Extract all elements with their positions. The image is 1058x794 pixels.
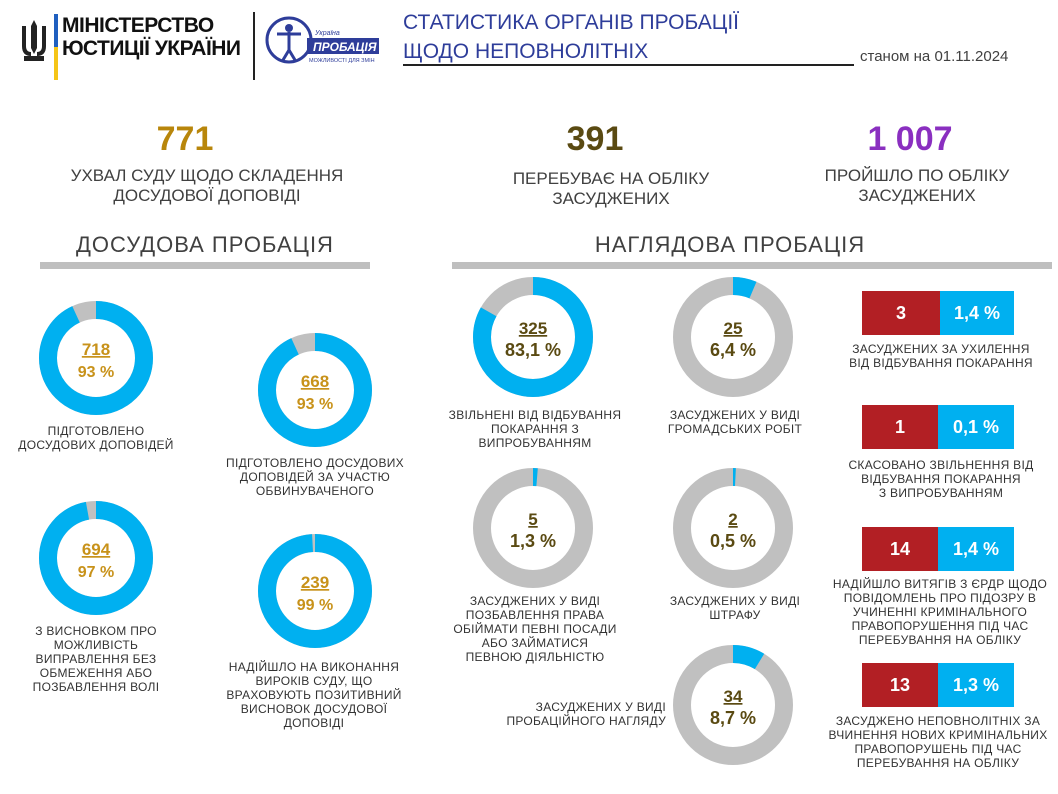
donut-9-share (682, 654, 784, 756)
donut-label-5-line3: ВИПРОБУВАННЯМ (478, 436, 592, 450)
stat-label-3-line3: УЧИНЕННІ КРИМІНАЛЬНОГО (852, 605, 1028, 619)
summary-label-2-line2: ЗАСУДЖЕНИХ (552, 189, 670, 208)
donut-label-5-line1: ЗВІЛЬНЕНІ ВІД ВІДБУВАННЯ (448, 408, 622, 422)
donut-6-remainder (682, 286, 784, 388)
summary-label-3 (752, 166, 1058, 206)
donut-label-4-line4: ВИСНОВОК ДОСУДОВОЇ (240, 702, 388, 716)
donut-5-remainder (482, 286, 584, 388)
stat-box-1-count: 3 (862, 291, 940, 335)
donut-8-count: 2 (728, 510, 738, 529)
donut-3-share (48, 510, 144, 606)
ministry-line2: ЮСТИЦІЇ УКРАЇНИ (62, 37, 241, 60)
stat-label-4 (818, 714, 1058, 770)
donut-1-count: 718 (81, 340, 111, 359)
stat-label-3-line5: ПЕРЕБУВАННЯ НА ОБЛІКУ (858, 633, 1022, 647)
stat-label-1-line1: ЗАСУДЖЕНИХ ЗА УХИЛЕННЯ (852, 342, 1030, 356)
donut-label-3-line1: З ВИСНОВКОМ ПРО (35, 624, 157, 638)
donut-label-3-line2: МОЖЛИВІСТЬ (53, 638, 139, 652)
summary-label-1 (42, 166, 372, 206)
donut-5-share (482, 286, 584, 388)
donut-label-5-line2: ПОКАРАННЯ З (490, 422, 580, 436)
donut-7-share (482, 477, 584, 579)
ministry-name (62, 14, 241, 60)
summary-label-2 (446, 169, 776, 209)
summary-label-2-line1: ПЕРЕБУВАЄ НА ОБЛІКУ (512, 169, 710, 188)
donut-label-3-line5: ПОЗБАВЛЕННЯ ВОЛІ (32, 680, 160, 694)
stat-label-4-line4: ПЕРЕБУВАННЯ НА ОБЛІКУ (856, 756, 1020, 770)
title-line1: СТАТИСТИКА ОРГАНІВ ПРОБАЦІЇ (403, 11, 740, 34)
donut-label-4-line1: НАДІЙШЛО НА ВИКОНАННЯ (228, 660, 400, 674)
donut-9-count: 34 (723, 687, 743, 706)
donut-9-percent: 8,7 % (709, 708, 757, 728)
donut-label-7-line4: АБО ЗАЙМАТИСЯ (481, 636, 589, 650)
donut-7-percent: 1,3 % (509, 531, 557, 551)
donut-label-6 (650, 408, 820, 436)
donut-label-1-line2: ДОСУДОВИХ ДОПОВІДЕЙ (18, 438, 174, 452)
donut-8-remainder (682, 477, 784, 579)
probation-logo-text2: ПРОБАЦІЯ (313, 40, 377, 54)
probation-logo (263, 10, 383, 70)
donut-label-3 (10, 624, 182, 694)
stat-label-4-line3: ПРАВОПОРУШЕНЬ ПІД ЧАС (854, 742, 1022, 756)
donut-3-percent: 97 % (77, 564, 115, 581)
stat-box-4-count: 13 (862, 663, 938, 707)
stat-label-2-line1: СКАСОВАНО ЗВІЛЬНЕННЯ ВІД (848, 458, 1034, 472)
donut-4-count: 239 (300, 573, 330, 592)
stat-label-1 (828, 342, 1054, 370)
summary-label-3-line1: ПРОЙШЛО ПО ОБЛІКУ (824, 166, 1010, 185)
donut-4-remainder (267, 543, 363, 639)
donut-label-1 (10, 424, 182, 452)
stat-label-3-line1: НАДІЙШЛО ВИТЯГІВ З ЄРДР ЩОДО (832, 577, 1048, 591)
section-supervisory-line (452, 262, 1052, 269)
donut-label-4-line3: ВРАХОВУЮТЬ ПОЗИТИВНИЙ (226, 688, 402, 702)
stat-label-1-line2: ВІД ВІДБУВАННЯ ПОКАРАННЯ (849, 356, 1033, 370)
stat-box-2-percent: 0,1 % (938, 405, 1014, 449)
donut-label-2-line2: ДОПОВІДЕЙ ЗА УЧАСТЮ (239, 470, 391, 484)
donut-3-remainder (48, 510, 144, 606)
stat-box-3-percent: 1,4 % (938, 527, 1014, 571)
donut-label-7-line2: ПОЗБАВЛЕННЯ ПРАВА (465, 608, 605, 622)
donut-2-percent: 93 % (296, 396, 334, 413)
probation-logo-text3: МОЖЛИВОСТІ ДЛЯ ЗМІН (309, 58, 375, 64)
donut-4-percent: 99 % (296, 597, 334, 614)
ministry-line1: МІНІСТЕРСТВО (62, 14, 214, 37)
stat-label-2 (828, 458, 1054, 500)
donut-1-remainder (48, 310, 144, 406)
as-of-date: станом на 01.11.2024 (860, 48, 1009, 65)
page-title (403, 8, 739, 66)
donut-label-9-line2: ПРОБАЦІЙНОГО НАГЛЯДУ (506, 714, 666, 728)
stat-label-4-line1: ЗАСУДЖЕНО НЕПОВНОЛІТНІХ ЗА (835, 714, 1041, 728)
summary-value-1: 771 (156, 120, 214, 158)
donut-label-3-line4: ОБМЕЖЕННЯ АБО (39, 666, 153, 680)
donut-3-count: 694 (81, 540, 111, 559)
donut-label-7-line3: ОБІЙМАТИ ПЕВНІ ПОСАДИ (453, 622, 617, 636)
summary-label-3-line2: ЗАСУДЖЕНИХ (858, 186, 976, 205)
stat-box-3-count: 14 (862, 527, 938, 571)
donut-5-count: 325 (518, 319, 548, 338)
section-pretrial: ДОСУДОВА ПРОБАЦІЯ (76, 232, 334, 257)
stat-box-4-percent: 1,3 % (938, 663, 1014, 707)
stat-box-2-count: 1 (862, 405, 938, 449)
donut-1-share (48, 310, 144, 406)
stat-label-3-line2: ПОВІДОМЛЕНЬ ПРО ПІДОЗРУ В (843, 591, 1037, 605)
donut-4-share (267, 543, 363, 639)
stat-label-2-line3: З ВИПРОБУВАННЯМ (878, 486, 1004, 500)
donut-label-8-line2: ШТРАФУ (709, 608, 761, 622)
donut-label-1-line1: ПІДГОТОВЛЕНО (47, 424, 145, 438)
donut-label-2-line3: ОБВИНУВАЧЕНОГО (255, 484, 375, 498)
section-supervisory: НАГЛЯДОВА ПРОБАЦІЯ (594, 232, 866, 257)
donut-label-9 (486, 700, 666, 728)
donut-6-percent: 6,4 % (709, 340, 757, 360)
summary-label-1-line2: ДОСУДОВОЇ ДОПОВІДІ (113, 186, 301, 205)
summary-value-3: 1 007 (867, 120, 953, 158)
donut-label-9-line1: ЗАСУДЖЕНИХ У ВИДІ (535, 700, 666, 714)
donut-7-count: 5 (528, 510, 538, 529)
donut-7-remainder (482, 477, 584, 579)
donut-8-share (682, 477, 784, 579)
donut-2-count: 668 (300, 372, 330, 391)
header-separator (253, 12, 255, 80)
stat-label-4-line2: ВЧИНЕННЯ НОВИХ КРИМІНАЛЬНИХ (828, 728, 1048, 742)
donut-label-5 (440, 408, 630, 450)
donut-label-7-line1: ЗАСУДЖЕНИХ У ВИДІ (469, 594, 601, 608)
donut-2-share (267, 342, 363, 438)
donut-label-7-line5: ПЕВНОЮ ДІЯЛЬНІСТЮ (465, 650, 605, 664)
donut-6-count: 25 (723, 319, 743, 338)
donut-label-8 (650, 594, 820, 622)
donut-9-remainder (682, 654, 784, 756)
donut-8-percent: 0,5 % (709, 531, 757, 551)
donut-label-6-line1: ЗАСУДЖЕНИХ У ВИДІ (669, 408, 801, 422)
stat-box-1-percent: 1,4 % (940, 291, 1014, 335)
section-pretrial-line (40, 262, 370, 269)
donut-label-4-line2: ВИРОКІВ СУДУ, ЩО (255, 674, 373, 688)
stat-label-3-line4: ПРАВОПОРУШЕННЯ ПІД ЧАС (851, 619, 1029, 633)
summary-value-2: 391 (566, 120, 624, 158)
donut-label-4-line5: ДОПОВІДІ (283, 716, 345, 730)
donut-label-8-line1: ЗАСУДЖЕНИХ У ВИДІ (669, 594, 801, 608)
title-line2: ЩОДО НЕПОВНОЛІТНІХ (403, 40, 649, 63)
flag-bar (54, 14, 58, 80)
stat-label-3 (824, 577, 1056, 647)
summary-label-1-line1: УХВАЛ СУДУ ЩОДО СКЛАДЕННЯ (70, 166, 344, 185)
donut-label-4 (214, 660, 414, 730)
donut-label-3-line3: ВИПРАВЛЕННЯ БЕЗ (35, 652, 157, 666)
donut-label-7 (440, 594, 630, 664)
donut-5-percent: 83,1 % (504, 340, 562, 360)
title-underline (403, 64, 854, 66)
donut-6-share (682, 286, 784, 388)
donut-label-6-line2: ГРОМАДСЬКИХ РОБІТ (667, 422, 803, 436)
stat-label-2-line2: ВІДБУВАННЯ ПОКАРАННЯ (861, 472, 1021, 486)
donut-label-2 (220, 456, 410, 498)
donut-label-2-line1: ПІДГОТОВЛЕНО ДОСУДОВИХ (226, 456, 404, 470)
donut-1-percent: 93 % (77, 364, 115, 381)
donut-2-remainder (267, 342, 363, 438)
trident-icon (18, 18, 50, 64)
probation-logo-text1: Україна (315, 30, 340, 37)
